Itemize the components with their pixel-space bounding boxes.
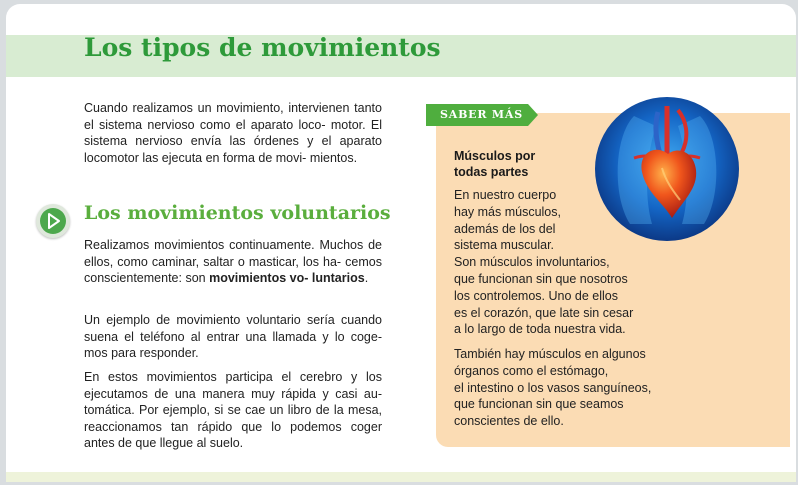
section-paragraph-3 <box>84 369 382 452</box>
section-paragraph-1 <box>84 237 382 287</box>
page-title: Los tipos de movimientos <box>84 33 441 62</box>
heart-illustration-icon <box>594 96 740 242</box>
aside-heading: Músculos por todas partes <box>454 149 536 179</box>
p3-line: antes de que llegue al suelo. <box>84 436 244 451</box>
intro-line: aparato locomotor las ejecuta en forma de movi- <box>84 134 382 165</box>
p1-end: . <box>364 271 369 286</box>
p3-line: tomática. Por ejemplo, si se cae un libro de la mesa, <box>84 403 382 418</box>
p3-line: En estos movimientos participa el cerebro y los <box>84 370 382 384</box>
intro-paragraph <box>84 100 382 166</box>
key-term: luntarios <box>311 271 365 286</box>
saber-mas-label: SABER MÁS <box>440 108 523 121</box>
bottom-band <box>6 472 796 482</box>
p1-line: Realizamos movimientos continuamente. Muchos <box>84 238 364 252</box>
p2-line: Un ejemplo de movimiento voluntario sería cuando <box>84 313 382 327</box>
p3-line: reaccionamos tan rápido que lo podemos coger <box>84 419 382 434</box>
section-play-button[interactable] <box>36 204 70 238</box>
p2-line: suena el teléfono al entrar una llamada y lo coge- <box>84 329 382 344</box>
intro-line: tanto el sistema nervioso como el aparato loco- <box>84 101 382 132</box>
intro-line: mientos. <box>309 150 358 165</box>
p1-line: cemos conscientemente: son <box>84 254 382 286</box>
section-title: Los movimientos voluntarios <box>84 202 391 224</box>
intro-line: motor. El sistema nervioso envía las órdenes y el <box>84 117 382 149</box>
p1-line: de ellos, como caminar, saltar o masticar, los ha- <box>84 238 383 269</box>
intro-line: Cuando realizamos un movimiento, intervienen <box>84 101 350 115</box>
play-triangle-icon <box>40 208 66 234</box>
key-term: movimientos vo- <box>209 271 309 286</box>
aside-text-2: También hay músculos en algunos órganos como el estómago, el intestino o los vasos sanguíneos, que funcionan sin que seamos conscientes de ello. <box>454 347 652 429</box>
section-paragraph-2 <box>84 312 382 362</box>
p3-line: ejecutamos de una manera muy rápida y casi au- <box>84 386 382 401</box>
aside-text-1: En nuestro cuerpo hay más músculos, además de los del sistema muscular. Son músculos involuntarios, que funcionan sin que nosotros los controlemos. Uno de ellos es el corazón, que late sin cesar a lo largo de toda nuestra vida. <box>454 188 634 337</box>
p2-line: mos para responder. <box>84 346 199 361</box>
